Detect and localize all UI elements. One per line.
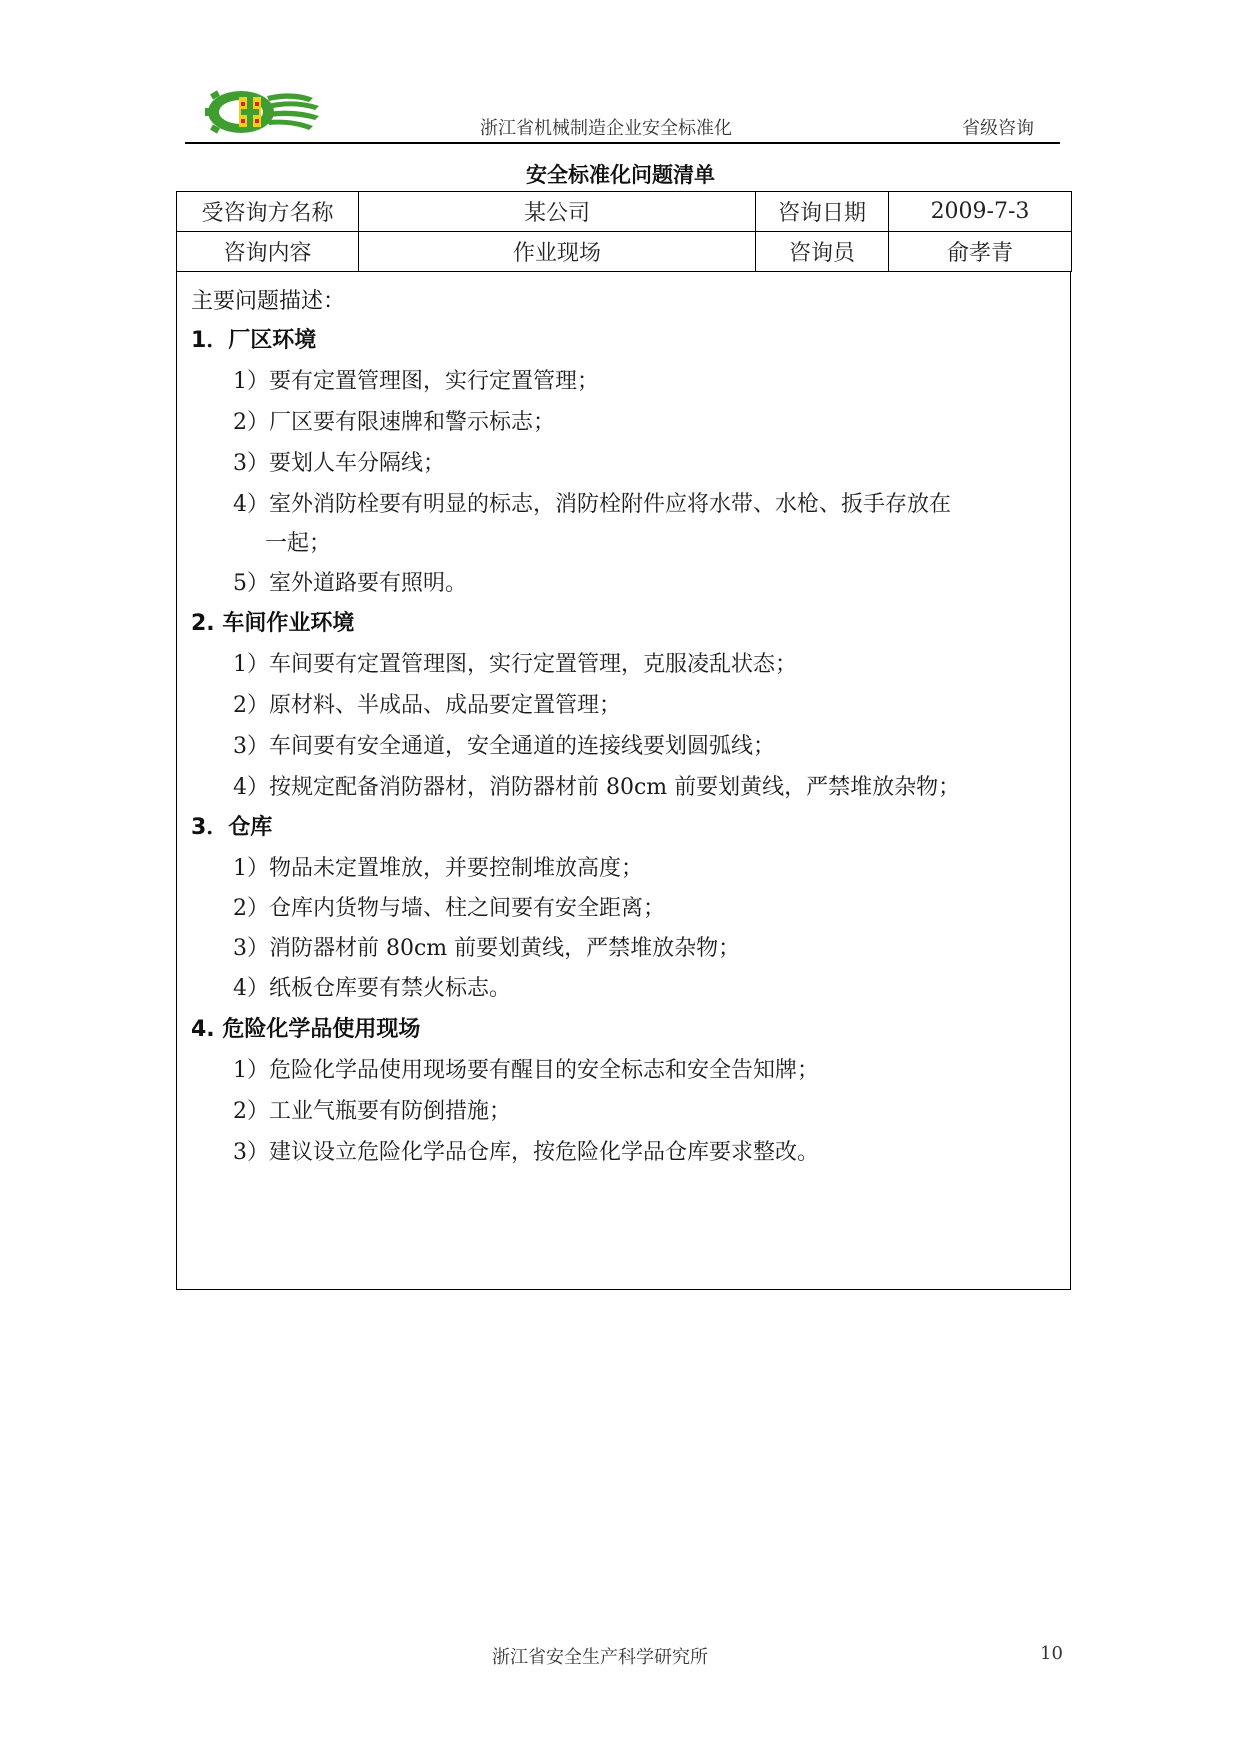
consult-content-label: 咨询内容 — [177, 232, 359, 272]
consultation-info-table — [176, 191, 1072, 272]
consult-date-label: 咨询日期 — [756, 192, 889, 232]
table-row — [177, 192, 1072, 232]
consultant-value: 俞孝青 — [889, 232, 1072, 272]
list-item: 3）要划人车分隔线； — [233, 451, 445, 476]
problem-description-box — [176, 272, 1071, 1290]
consult-content-value: 作业现场 — [359, 232, 756, 272]
list-item: 4）按规定配备消防器材，消防器材前 80cm 前要划黄线，严禁堆放杂物； — [233, 775, 961, 800]
consult-date-value: 2009-7-3 — [889, 192, 1072, 232]
list-item: 2）仓库内货物与墙、柱之间要有安全距离； — [233, 896, 665, 921]
list-item: 3）建议设立危险化学品仓库，按危险化学品仓库要求整改。 — [233, 1140, 819, 1165]
list-item: 一起； — [265, 531, 332, 556]
list-item: 4）纸板仓库要有禁火标志。 — [233, 976, 511, 1001]
consultant-label: 咨询员 — [756, 232, 889, 272]
header-standard-title: 浙江省机械制造企业安全标准化 — [480, 118, 732, 139]
list-item: 1）要有定置管理图，实行定置管理； — [233, 369, 599, 394]
list-item: 3）消防器材前 80cm 前要划黄线，严禁堆放杂物； — [233, 936, 741, 961]
footer-institute: 浙江省安全生产科学研究所 — [492, 1647, 708, 1668]
list-item: 2）厂区要有限速牌和警示标志； — [233, 410, 555, 435]
header-divider — [185, 142, 1060, 144]
list-item: 3）车间要有安全通道，安全通道的连接线要划圆弧线； — [233, 734, 775, 759]
client-name-value: 某公司 — [359, 192, 756, 232]
section-heading: 2. 车间作业环境 — [191, 611, 355, 636]
section-heading: 4. 危险化学品使用现场 — [191, 1017, 421, 1042]
header-consult-level: 省级咨询 — [962, 118, 1034, 139]
company-logo — [205, 86, 321, 138]
client-name-label: 受咨询方名称 — [177, 192, 359, 232]
list-item: 1）物品未定置堆放，并要控制堆放高度； — [233, 856, 643, 881]
list-item: 2）原材料、半成品、成品要定置管理； — [233, 693, 621, 718]
list-item: 1）危险化学品使用现场要有醒目的安全标志和安全告知牌； — [233, 1058, 819, 1083]
section-heading: 3．仓库 — [191, 815, 273, 840]
document-title: 安全标准化问题清单 — [526, 163, 715, 187]
problem-intro: 主要问题描述： — [191, 289, 346, 314]
table-row — [177, 232, 1072, 272]
list-item: 5）室外道路要有照明。 — [233, 571, 467, 596]
list-item: 1）车间要有定置管理图，实行定置管理，克服凌乱状态； — [233, 652, 797, 677]
list-item: 2）工业气瓶要有防倒措施； — [233, 1099, 511, 1124]
page-number: 10 — [1040, 1643, 1063, 1664]
list-item: 4）室外消防栓要有明显的标志，消防栓附件应将水带、水枪、扳手存放在 — [233, 492, 951, 517]
section-heading: 1．厂区环境 — [191, 328, 317, 353]
